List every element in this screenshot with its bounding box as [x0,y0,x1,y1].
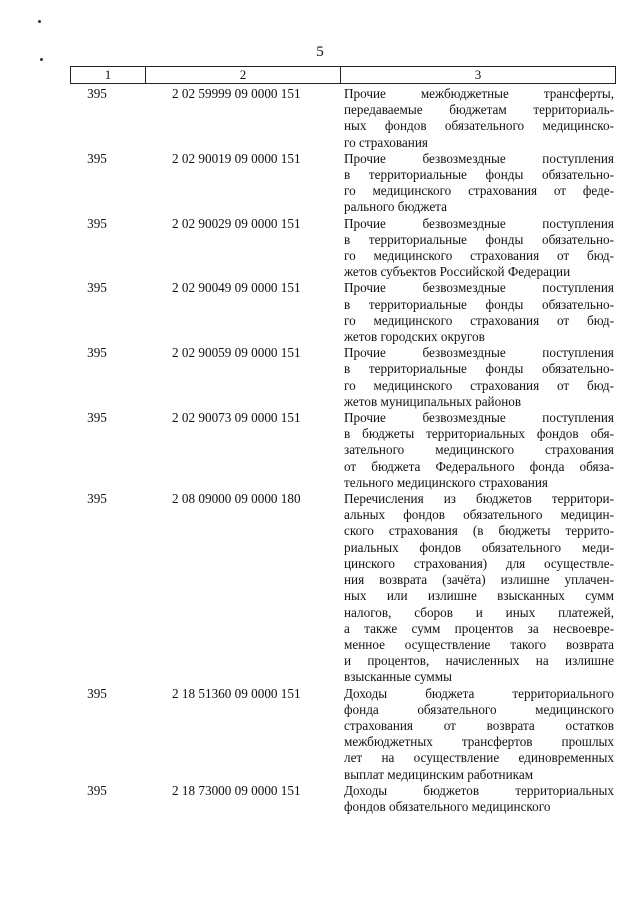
description-line: а также сумм процентов за несвоевре- [344,620,614,636]
description-line: в территориальные фонды обязательно- [344,361,614,377]
description-line: фондов обязательного медицинского [344,798,551,814]
description-line: го медицинского страхования от феде- [344,183,614,199]
description-line: Прочие безвозмездные поступления [344,410,614,426]
table-row [70,686,616,783]
table-row [70,491,616,685]
description-cell [338,216,616,281]
description-line: Прочие межбюджетные трансферты, [344,86,614,101]
description-line: и процентов, начисленных на излишне [344,653,614,669]
budget-classification-code-cell: 2 18 51360 09 0000 151 [172,685,301,701]
description-line: зательного медицинского страхования [344,442,614,458]
description-line: жетов муниципальных районов [344,393,522,409]
budget-classification-code-cell: 2 02 90073 09 0000 151 [172,410,301,426]
page-number: 5 [316,44,324,60]
description-line: Перечисления из бюджетов территори- [344,491,614,507]
description-cell [338,151,616,216]
description-line: менное осуществление такого возврата [344,636,614,652]
description-line: взысканные суммы [344,669,452,685]
table-row [70,151,616,216]
description-line: ных или излишне взысканных сумм [344,588,614,604]
description-line: ния возврата (зачёта) излишне уплачен- [344,572,614,588]
description-line: го страхования [344,134,428,150]
description-line: от бюджета Федерального фонда обяза- [344,458,614,474]
table-header [70,66,616,84]
admin-code-cell: 395 [87,685,107,701]
description-cell [338,410,616,491]
admin-code-cell: 395 [87,215,107,231]
description-line: передаваемые бюджетам территориаль- [344,102,614,118]
table-row [70,410,616,491]
description-cell [338,783,616,815]
description-line: страхования от возврата остатков [344,717,614,733]
description-line: риальных фондов обязательного меди- [344,539,614,555]
description-cell [338,686,616,783]
admin-code-cell: 395 [87,782,107,798]
description-line: жетов субъектов Российской Федерации [344,264,571,280]
table-row [70,86,616,151]
description-line: ского страхования (в бюджеты террито- [344,523,614,539]
description-line: в территориальные фонды обязательно- [344,167,614,183]
description-cell [338,491,616,685]
table-body [70,86,616,815]
budget-classification-code-cell: 2 08 09000 09 0000 180 [172,491,301,507]
description-line: жетов городских округов [344,329,485,345]
description-line: Доходы бюджета территориального [344,685,614,701]
description-line: цинского страхования) для осуществле- [344,555,614,571]
admin-code-cell: 395 [87,86,107,101]
description-line: Прочие безвозмездные поступления [344,150,614,166]
description-line: тельного медицинского страхования [344,474,548,490]
budget-classification-code-cell: 2 02 90019 09 0000 151 [172,150,301,166]
description-line: Прочие безвозмездные поступления [344,280,614,296]
admin-code-cell: 395 [87,345,107,361]
admin-code-cell: 395 [87,150,107,166]
column-header-3: 3 [474,67,482,82]
table-row [70,345,616,410]
description-line: Доходы бюджетов территориальных [344,782,614,798]
description-line: го медицинского страхования от бюд- [344,377,614,393]
description-cell [338,345,616,410]
revenue-codes-table [70,66,616,815]
description-line: межбюджетных трансфертов прошлых [344,734,614,750]
budget-classification-code-cell: 2 02 59999 09 0000 151 [172,86,301,101]
description-line: Прочие безвозмездные поступления [344,215,614,231]
description-line: в бюджеты территориальных фондов обя- [344,426,614,442]
admin-code-cell: 395 [87,410,107,426]
table-row [70,216,616,281]
description-line: альных фондов обязательного медицин- [344,507,614,523]
scan-speck [38,20,41,23]
column-header-1: 1 [71,67,146,83]
description-cell [338,280,616,345]
description-line: го медицинского страхования от бюд- [344,312,614,328]
description-line: лет на осуществление единовременных [344,750,614,766]
description-line: ных фондов обязательного медицинско- [344,118,614,134]
table-row [70,783,616,815]
budget-classification-code-cell: 2 18 73000 09 0000 151 [172,782,301,798]
description-line: Прочие безвозмездные поступления [344,345,614,361]
description-line: выплат медицинским работникам [344,766,534,782]
admin-code-cell: 395 [87,491,107,507]
description-cell [338,86,616,151]
description-line: в территориальные фонды обязательно- [344,296,614,312]
description-line: в территориальные фонды обязательно- [344,231,614,247]
description-line: го медицинского страхования от бюд- [344,248,614,264]
description-line: рального бюджета [344,199,447,215]
budget-classification-code-cell: 2 02 90029 09 0000 151 [172,215,301,231]
admin-code-cell: 395 [87,280,107,296]
description-line: фонда обязательного медицинского [344,701,614,717]
description-line: налогов, сборов и иных платежей, [344,604,614,620]
budget-classification-code-cell: 2 02 90059 09 0000 151 [172,345,301,361]
budget-classification-code-cell: 2 02 90049 09 0000 151 [172,280,301,296]
column-header-2: 2 [146,67,341,83]
table-row [70,280,616,345]
